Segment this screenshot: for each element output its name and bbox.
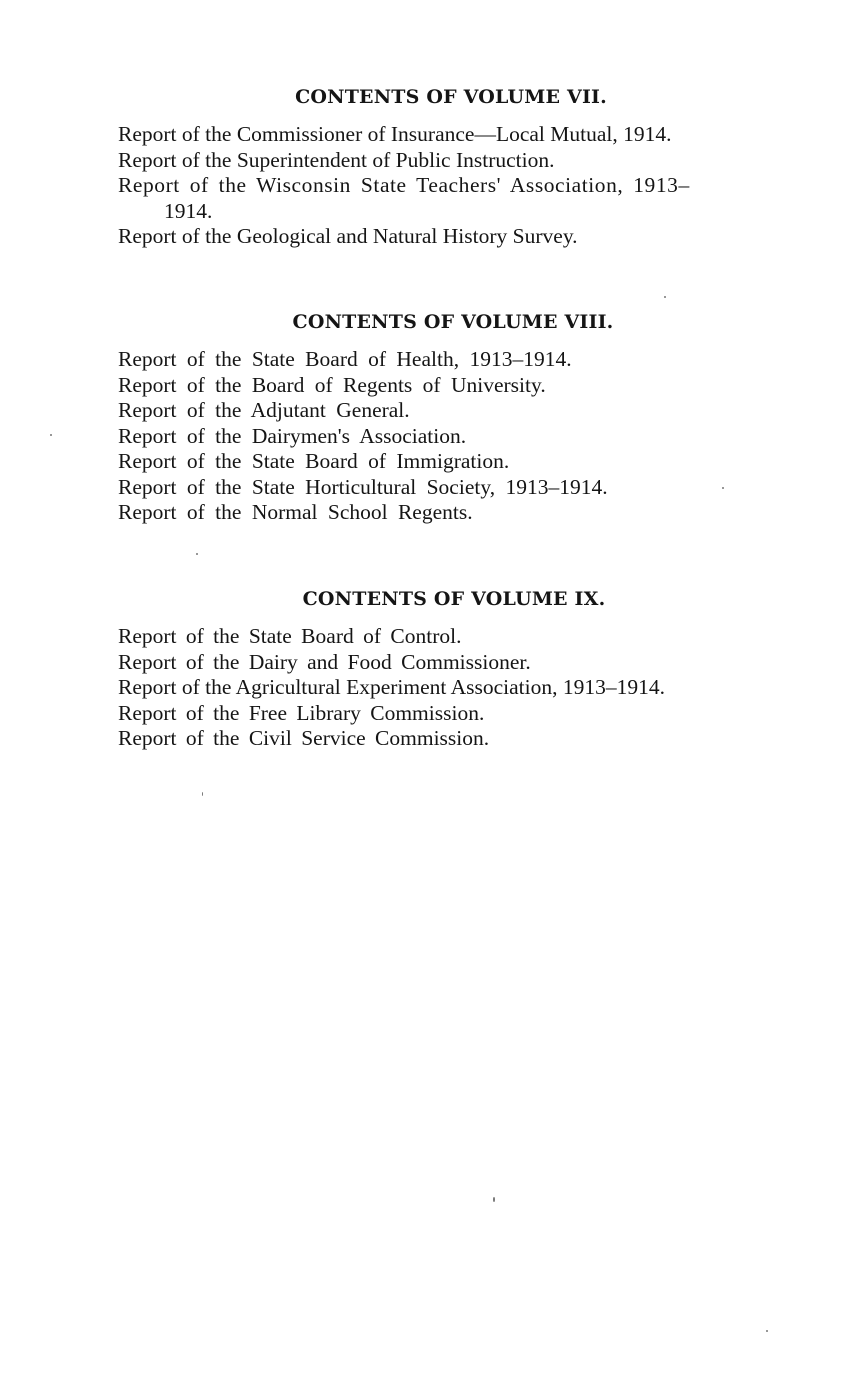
list-item-continuation: 1914. xyxy=(164,198,213,223)
list-item: Report of the State Board of Health, 1913–1914. xyxy=(118,347,572,371)
list-item: Report of the Adjutant General. xyxy=(118,398,410,422)
volume-vii-list xyxy=(118,122,778,250)
list-item: Report of the State Board of Immigration. xyxy=(118,449,510,473)
scan-speck xyxy=(722,487,724,489)
list-item: Report of the State Horticultural Society, 1913–1914. xyxy=(118,474,608,499)
scan-speck xyxy=(50,434,52,436)
volume-ix-heading: CONTENTS OF VOLUME IX. xyxy=(302,588,606,610)
list-item: Report of the Board of Regents of University. xyxy=(118,372,546,397)
scan-speck xyxy=(664,296,666,298)
list-item xyxy=(118,173,778,224)
scan-speck xyxy=(202,792,203,796)
list-item: Report of the Dairy and Food Commissioner. xyxy=(118,649,531,674)
list-item: Report of the Normal School Regents. xyxy=(118,500,473,524)
list-item: Report of the Free Library Commission. xyxy=(118,700,485,725)
list-item: Report of the Civil Service Commission. xyxy=(118,726,490,750)
volume-ix-list xyxy=(118,624,778,752)
scan-speck xyxy=(196,553,198,555)
volume-vii-heading: CONTENTS OF VOLUME VII. xyxy=(295,86,607,108)
volume-viii-section xyxy=(118,311,778,526)
volume-viii-list xyxy=(118,347,778,526)
scan-speck xyxy=(766,1330,768,1332)
list-item: Report of the Commissioner of Insurance—Local Mutual, 1914. xyxy=(118,122,672,146)
list-item: Report of the Dairymen's Association. xyxy=(118,423,467,448)
list-item: Report of the Agricultural Experiment Association, 1913–1914. xyxy=(118,675,665,699)
volume-viii-heading: CONTENTS OF VOLUME VIII. xyxy=(292,311,614,333)
list-item-text: Report of the Wisconsin State Teachers' Association, 1913– xyxy=(118,173,690,197)
list-item: Report of the State Board of Control. xyxy=(118,624,462,648)
volume-ix-section xyxy=(118,588,778,752)
scan-speck xyxy=(493,1197,495,1202)
list-item: Report of the Geological and Natural History Survey. xyxy=(118,224,578,248)
list-item: Report of the Superintendent of Public Instruction. xyxy=(118,147,555,172)
volume-vii-section xyxy=(118,86,778,250)
